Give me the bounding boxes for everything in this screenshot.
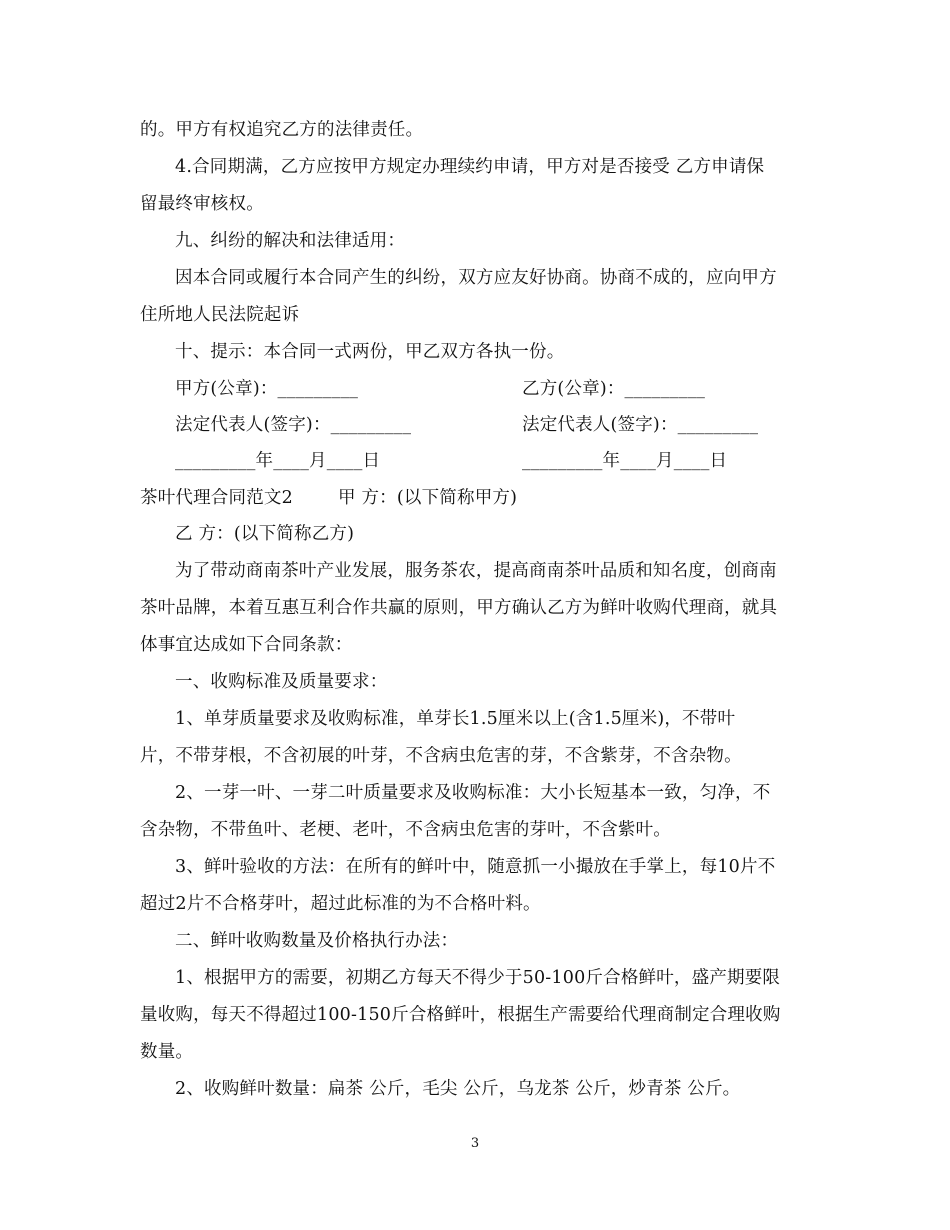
party-a-date-field: _________年____月____日: [175, 451, 381, 471]
text-line: 2、收购鲜叶数量：扁茶 公斤，毛尖 公斤，乌龙茶 公斤，炒青茶 公斤。: [175, 1079, 741, 1099]
section-heading: 二、鲜叶收购数量及价格执行办法：: [175, 931, 459, 951]
party-b-representative-field: 法定代表人(签字)：_________: [522, 415, 759, 435]
text-line: 茶叶品牌，本着互惠互利合作共赢的原则，甲方确认乙方为鲜叶收购代理商，就具: [140, 598, 778, 618]
text-line: 的。甲方有权追究乙方的法律责任。: [140, 120, 424, 140]
text-line: 因本合同或履行本合同产生的纠纷，双方应友好协商。协商不成的，应向甲方: [175, 268, 777, 288]
party-b-line: 乙 方：(以下简称乙方): [175, 524, 355, 544]
page-number: 3: [470, 1136, 480, 1151]
text-line: 量收购，每天不得超过100-150斤合格鲜叶，根据生产需要给代理商制定合理收购: [140, 1005, 781, 1025]
party-b-seal-field: 乙方(公章)：_________: [522, 379, 706, 399]
party-b-date-field: _________年____月____日: [522, 451, 728, 471]
section-heading: 十、提示：本合同一式两份，甲乙双方各执一份。: [175, 342, 565, 362]
text-line: 3、鲜叶验收的方法：在所有的鲜叶中，随意抓一小撮放在手掌上，每10片不: [175, 857, 776, 877]
party-a-line: 甲 方：(以下简称甲方): [338, 488, 518, 508]
text-line: 含杂物，不带鱼叶、老梗、老叶，不含病虫危害的芽叶，不含紫叶。: [140, 820, 671, 840]
party-a-seal-field: 甲方(公章)：_________: [175, 379, 359, 399]
text-line: 片，不带芽根，不含初展的叶芽，不含病虫危害的芽，不含紫芽，不含杂物。: [140, 746, 742, 766]
text-line: 为了带动商南茶叶产业发展，服务茶农，提高商南茶叶品质和知名度，创商南: [175, 561, 777, 581]
party-a-representative-field: 法定代表人(签字)：_________: [175, 415, 412, 435]
text-line: 体事宜达成如下合同条款：: [140, 635, 353, 655]
contract-title: 茶叶代理合同范文2: [140, 488, 293, 508]
section-heading: 九、纠纷的解决和法律适用：: [175, 231, 406, 251]
text-line: 超过2片不合格芽叶，超过此标准的为不合格叶料。: [140, 894, 541, 914]
text-line: 2、一芽一叶、一芽二叶质量要求及收购标准：大小长短基本一致，匀净，不: [175, 783, 771, 803]
text-line: 留最终审核权。: [140, 194, 264, 214]
text-line: 住所地人民法院起诉: [140, 305, 300, 325]
text-line: 4.合同期满，乙方应按甲方规定办理续约申请，甲方对是否接受 乙方申请保: [175, 157, 765, 177]
text-line: 数量。: [140, 1042, 194, 1062]
text-line: 1、根据甲方的需要，初期乙方每天不得少于50-100斤合格鲜叶，盛产期要限: [175, 968, 781, 988]
section-heading: 一、收购标准及质量要求：: [175, 672, 388, 692]
text-line: 1、单芽质量要求及收购标准，单芽长1.5厘米以上(含1.5厘米)，不带叶: [175, 709, 736, 729]
